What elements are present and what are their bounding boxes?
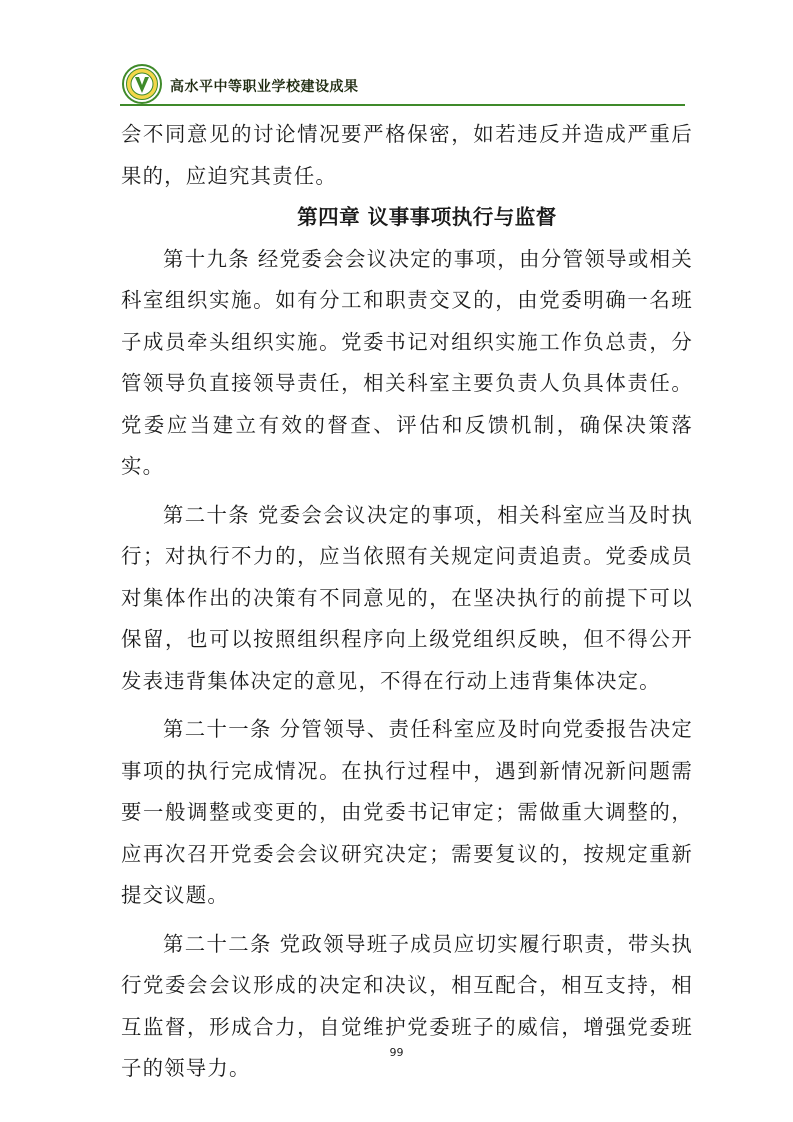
school-emblem-icon — [122, 64, 162, 104]
document-body — [121, 114, 693, 1090]
article-20: 第二十条 党委会会议决定的事项，相关科室应当及时执行；对执行不力的，应当依照有关规定问责追责。党委成员对集体作出的决策有不同意见的，在坚决执行的前提下可以保留，也可以按照组织程序向上级党组织反映，但不得公开发表违背集体决定的意见，不得在行动上违背集体决定。 — [121, 502, 693, 693]
chapter-heading: 第四章 议事事项执行与监督 — [297, 205, 557, 229]
page-number: 99 — [389, 1046, 404, 1059]
article-19: 第十九条 经党委会会议决定的事项，由分管领导或相关科室组织实施。如有分工和职责交叉的，由党委明确一名班子成员牵头组织实施。党委书记对组织实施工作负总责，分管领导负直接领导责任，相关科室主要负责人负具体责任。党委应当建立有效的督查、评估和反馈机制，确保决策落实。 — [121, 246, 693, 478]
page-header — [120, 60, 680, 110]
article-21: 第二十一条 分管领导、责任科室应及时向党委报告决定事项的执行完成情况。在执行过程中，遇到新情况新问题需要一般调整或变更的，由党委书记审定；需做重大调整的，应再次召开党委会会议研究决定；需要复议的，按规定重新提交议题。 — [121, 717, 693, 907]
article-22: 第二十二条 党政领导班子成员应切实履行职责，带头执行党委会会议形成的决定和决议，相互配合，相互支持，相互监督，形成合力，自觉维护党委班子的威信，增强党委班子的领导力。 — [121, 931, 693, 1080]
continued-paragraph: 会不同意见的讨论情况要严格保密，如若违反并造成严重后果的，应迫究其责任。 — [121, 122, 693, 188]
header-title: 高水平中等职业学校建设成果 — [170, 79, 359, 95]
header-divider — [120, 104, 685, 106]
